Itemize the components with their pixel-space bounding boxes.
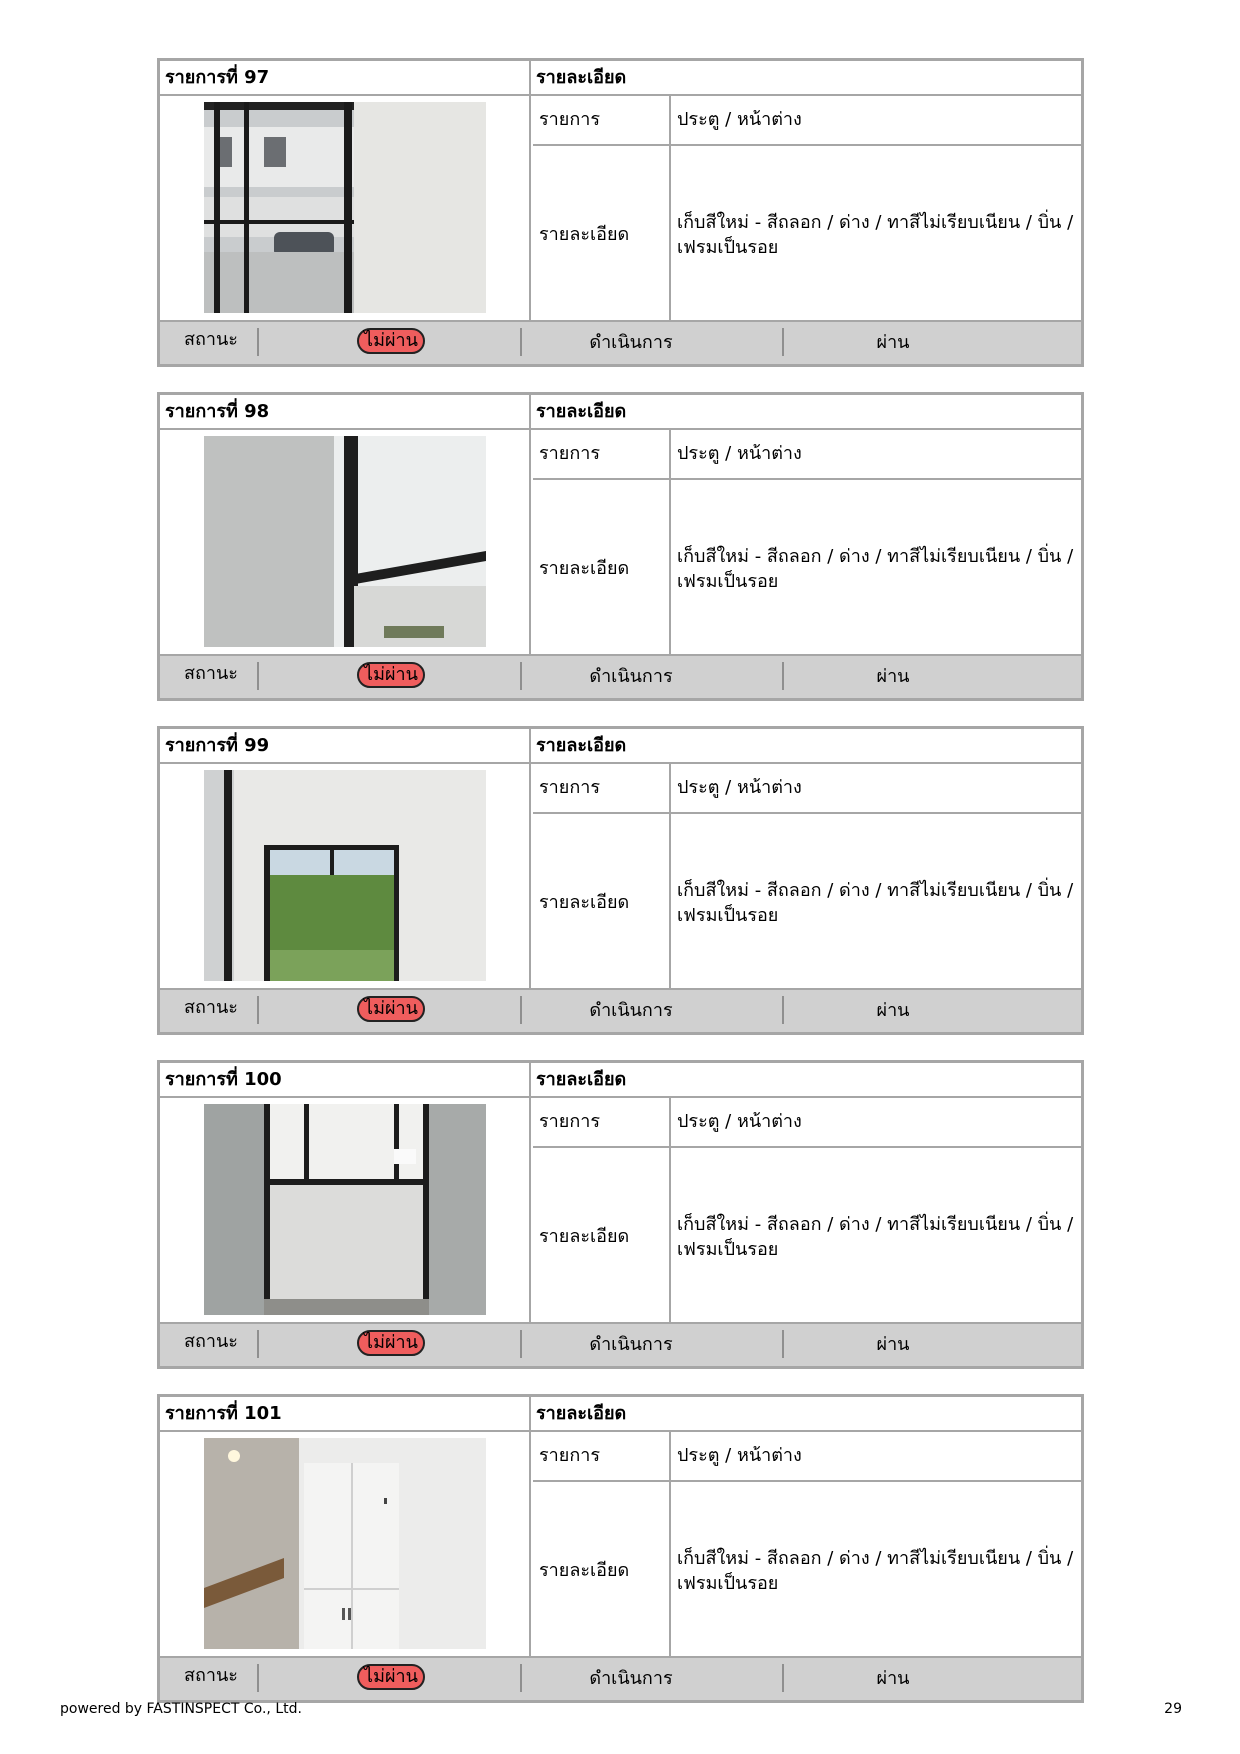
status-in-progress[interactable]: ดำเนินการ: [589, 332, 673, 353]
detail-value: เก็บสีใหม่ - สีถลอก / ด่าง / ทาสีไม่เรียบเนียน / บิ่น / เฟรมเป็นรอย: [677, 1213, 1074, 1260]
detail-value: เก็บสีใหม่ - สีถลอก / ด่าง / ทาสีไม่เรียบเนียน / บิ่น / เฟรมเป็นรอย: [677, 879, 1074, 926]
inspection-item-97: [157, 58, 1084, 367]
detail-label: รายละเอียด: [533, 480, 671, 657]
item-label: รายการ: [533, 1098, 671, 1146]
item-value: ประตู / หน้าต่าง: [677, 777, 802, 798]
item-value: ประตู / หน้าต่าง: [677, 1445, 802, 1466]
detail-header: รายละเอียด: [536, 1403, 627, 1424]
status-pass[interactable]: ผ่าน: [876, 666, 910, 687]
status-fail-badge[interactable]: ไม่ผ่าน: [357, 1664, 425, 1690]
photo-cell: [160, 1098, 531, 1325]
item-label: รายการ: [533, 764, 671, 812]
inspection-item-99: [157, 726, 1084, 1035]
inspection-photo[interactable]: [204, 102, 486, 313]
status-pass[interactable]: ผ่าน: [876, 1000, 910, 1021]
status-bar: [160, 320, 1081, 364]
item-title: รายการที่ 97: [160, 61, 531, 94]
detail-header: รายละเอียด: [536, 1069, 627, 1090]
item-value: ประตู / หน้าต่าง: [677, 1111, 802, 1132]
status-label: สถานะ: [184, 997, 238, 1018]
status-fail-badge[interactable]: ไม่ผ่าน: [357, 1330, 425, 1356]
detail-header: รายละเอียด: [536, 735, 627, 756]
item-title: รายการที่ 98: [160, 395, 531, 428]
detail-value: เก็บสีใหม่ - สีถลอก / ด่าง / ทาสีไม่เรียบเนียน / บิ่น / เฟรมเป็นรอย: [677, 1547, 1074, 1594]
status-fail-badge[interactable]: ไม่ผ่าน: [357, 328, 425, 354]
item-title: รายการที่ 100: [160, 1063, 531, 1096]
item-value: ประตู / หน้าต่าง: [677, 443, 802, 464]
inspection-photo[interactable]: [204, 1438, 486, 1649]
status-pass[interactable]: ผ่าน: [876, 1668, 910, 1689]
page-number: 29: [1164, 1701, 1182, 1717]
status-label: สถานะ: [184, 1331, 238, 1352]
status-bar: [160, 654, 1081, 698]
detail-label: รายละเอียด: [533, 1482, 671, 1659]
status-in-progress[interactable]: ดำเนินการ: [589, 1000, 673, 1021]
item-value: ประตู / หน้าต่าง: [677, 109, 802, 130]
status-in-progress[interactable]: ดำเนินการ: [589, 666, 673, 687]
photo-cell: [160, 430, 531, 657]
inspection-item-101: [157, 1394, 1084, 1703]
status-label: สถานะ: [184, 329, 238, 350]
item-title: รายการที่ 99: [160, 729, 531, 762]
status-pass[interactable]: ผ่าน: [876, 332, 910, 353]
status-bar: [160, 1656, 1081, 1700]
item-label: รายการ: [533, 1432, 671, 1480]
status-fail-badge[interactable]: ไม่ผ่าน: [357, 996, 425, 1022]
status-label: สถานะ: [184, 1665, 238, 1686]
inspection-photo[interactable]: [204, 436, 486, 647]
item-label: รายการ: [533, 430, 671, 478]
detail-header: รายละเอียด: [536, 401, 627, 422]
status-bar: [160, 988, 1081, 1032]
status-in-progress[interactable]: ดำเนินการ: [589, 1334, 673, 1355]
detail-header: รายละเอียด: [536, 67, 627, 88]
item-title: รายการที่ 101: [160, 1397, 531, 1430]
detail-label: รายละเอียด: [533, 146, 671, 323]
detail-label: รายละเอียด: [533, 1148, 671, 1325]
status-fail-badge[interactable]: ไม่ผ่าน: [357, 662, 425, 688]
status-bar: [160, 1322, 1081, 1366]
detail-label: รายละเอียด: [533, 814, 671, 991]
status-in-progress[interactable]: ดำเนินการ: [589, 1668, 673, 1689]
inspection-item-98: [157, 392, 1084, 701]
detail-value: เก็บสีใหม่ - สีถลอก / ด่าง / ทาสีไม่เรียบเนียน / บิ่น / เฟรมเป็นรอย: [677, 545, 1074, 592]
inspection-item-100: [157, 1060, 1084, 1369]
status-pass[interactable]: ผ่าน: [876, 1334, 910, 1355]
inspection-photo[interactable]: [204, 1104, 486, 1315]
photo-cell: [160, 764, 531, 991]
detail-value: เก็บสีใหม่ - สีถลอก / ด่าง / ทาสีไม่เรียบเนียน / บิ่น / เฟรมเป็นรอย: [677, 211, 1074, 258]
status-label: สถานะ: [184, 663, 238, 684]
footer-powered-by: powered by FASTINSPECT Co., Ltd.: [60, 1701, 302, 1717]
inspection-photo[interactable]: [204, 770, 486, 981]
photo-cell: [160, 96, 531, 323]
item-label: รายการ: [533, 96, 671, 144]
photo-cell: [160, 1432, 531, 1659]
